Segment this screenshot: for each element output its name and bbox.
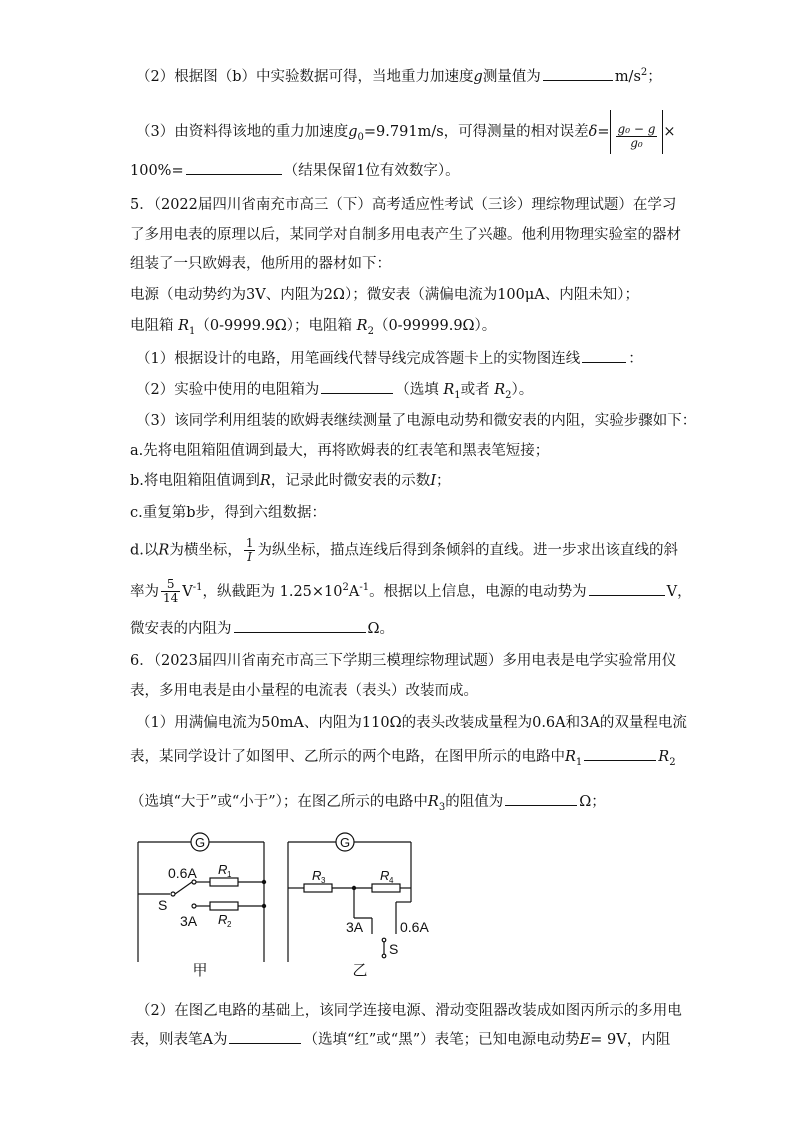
label-06a-jia: 0.6A	[168, 865, 197, 881]
galvanometer-label-jia: G	[194, 835, 206, 850]
q5-line7: （2）实验中使用的电阻箱为 （选填 $R_1$或者 $R_2$）。	[136, 379, 533, 406]
q6-line7: 表，则表笔A为 （选填“红”或“黑”）表笔；已知电源电动势E= 9V，内阻	[130, 1029, 670, 1050]
q4-part2: （2）根据图（b）中实验数据可得，当地重力加速度g测量值为 $m/s^2$；	[136, 67, 662, 85]
q5-line2: 了多用电表的原理以后，某同学对自制多用电表产生了兴趣。他利用物理实验室的器材	[130, 227, 681, 243]
label-06a-yi: 0.6A	[400, 919, 429, 935]
q6-line2: 表，多用电表是由小量程的电流表（表头）改装而成。	[130, 683, 478, 699]
q5-line10: b.将电阻箱阻值调到R，记录此时微安表的示数I；	[130, 473, 451, 489]
q5-line1: 5．（2022届四川省南充市高三（下）高考适应性考试（三诊）理综物理试题）在学习	[130, 197, 677, 213]
q4-part3-cont: 100%= （结果保留1位有效数字）。	[130, 160, 460, 181]
circuit-diagrams	[128, 822, 448, 982]
circuit-yi	[288, 833, 429, 979]
slope-fraction: $\frac{5}{14}$	[163, 577, 179, 606]
resistor-r1	[210, 878, 238, 886]
q5-line3: 组装了一只欧姆表，他所用的器材如下：	[130, 256, 391, 272]
answer-blank[interactable]	[543, 66, 613, 81]
answer-blank[interactable]	[505, 791, 577, 806]
label-3a-jia: 3A	[180, 913, 198, 929]
circuit-jia	[138, 833, 266, 979]
relative-error-formula: $\frac{\text{g₀ − g}}{\text{g₀}}$	[610, 110, 664, 154]
answer-blank[interactable]	[584, 746, 656, 761]
q6-line1: 6．（2023届四川省南充市高三下学期三模理综物理试题）多用电表是电学实验常用仪	[130, 653, 677, 669]
q6-line6: （2）在图乙电路的基础上，该同学连接电源、滑动变阻器改装成如图丙所示的多用电	[136, 1003, 682, 1019]
label-s-jia: S	[158, 897, 168, 913]
q5-line4: 电源（电动势约为3V、内阻为2Ω）；微安表（满偏电流为100μA、内阻未知）；	[130, 287, 640, 303]
q5-line8: （3）该同学利用组装的欧姆表继续测量了电源电动势和微安表的内阻，实验步骤如下：	[136, 413, 697, 429]
resistor-r3	[304, 884, 332, 892]
answer-blank[interactable]	[229, 1029, 301, 1044]
label-r3: R	[312, 868, 322, 883]
label-s-yi: S	[389, 941, 399, 957]
resistor-r4	[372, 884, 400, 892]
label-3a-yi: 3A	[346, 919, 364, 935]
answer-blank[interactable]	[321, 379, 393, 394]
galvanometer-label-yi: G	[339, 835, 351, 850]
answer-blank[interactable]	[589, 581, 665, 596]
answer-blank[interactable]	[582, 348, 626, 363]
svg-text:3: 3	[321, 876, 326, 885]
q5-line12: d.以R为横坐标， $\frac{1}{I}$ 为纵坐标，描点连线后得到条倾斜的直线。进一步求出该直线的斜	[130, 536, 678, 564]
q5-line11: c.重复第b步，得到六组数据：	[130, 505, 327, 521]
label-r2: R	[218, 912, 228, 927]
q5-line6: （1）根据设计的电路，用笔画线代替导线完成答题卡上的实物图连线 ：	[136, 348, 643, 369]
resistor-r2	[210, 902, 238, 910]
svg-text:2: 2	[227, 920, 232, 929]
q5-line14: 微安表的内阻为 Ω。	[130, 618, 394, 639]
q5-line5: 电阻箱 $R_1(0-9999.9\Omega)$；电阻箱 $R_2(0-99999.9\Omega)$。	[130, 318, 497, 337]
inverse-I-fraction: $\frac{1}{I}$	[245, 536, 254, 564]
q6-line3: （1）用满偏电流为50mA、内阻为110Ω的表头改装成量程为0.6A和3A的双量程电流	[136, 715, 687, 731]
answer-blank[interactable]	[186, 160, 282, 175]
q5-line9: a.先将电阻箱阻值调到最大，再将欧姆表的红表笔和黑表笔短接；	[130, 443, 550, 459]
svg-text:1: 1	[227, 870, 232, 879]
q4-part3: （3）由资料得该地的重力加速度$g_0=9.791m/s$，可得测量的相对误差δ= $\frac{\text{g₀ − g}}{\text{g₀}}$ ×	[136, 108, 676, 162]
caption-yi: 乙	[352, 962, 368, 979]
label-r4: R	[380, 868, 390, 883]
svg-text:4: 4	[389, 876, 394, 885]
q5-line13: 率为 $\frac{5}{14}$ $V^{-1}$，纵截距为 $1.25\times 10^2A^{-1}$。根据以上信息，电源的电动势为 V，	[130, 577, 692, 606]
q6-line4: 表，某同学设计了如图甲、乙所示的两个电路，在图甲所示的电路中$R_1$ $R_2$	[130, 746, 676, 773]
q6-line5: （选填“大于”或“小于”）；在图乙所示的电路中$R_3$的阻值为 Ω；	[130, 791, 606, 818]
answer-blank[interactable]	[234, 618, 366, 633]
caption-jia: 甲	[192, 962, 208, 979]
label-r1: R	[218, 862, 228, 877]
